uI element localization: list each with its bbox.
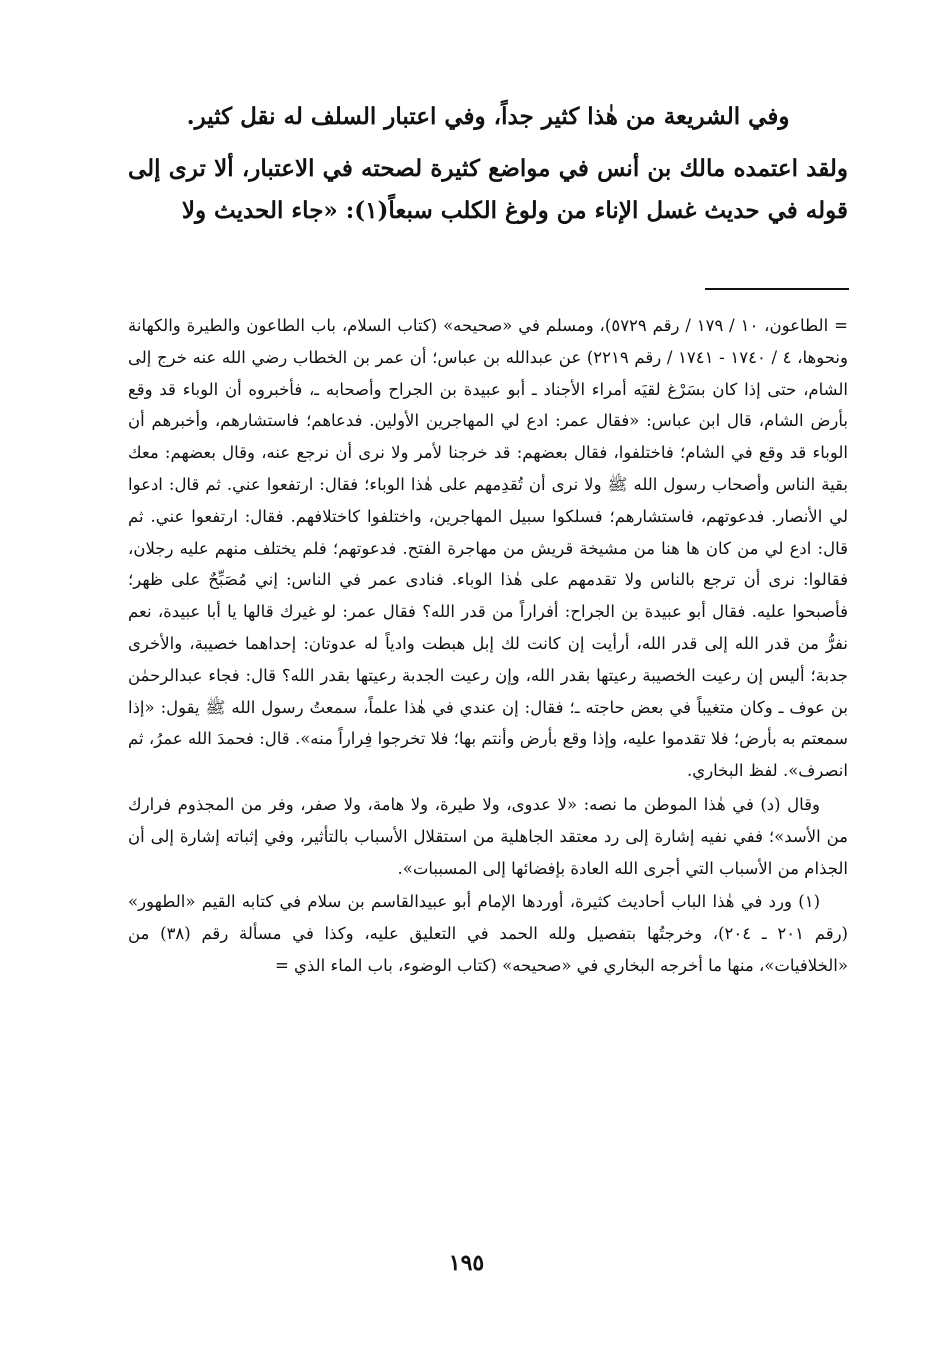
footnotes: [128, 310, 848, 982]
footnote-continuation-text: الطاعون، ١٠ / ١٧٩ / رقم ٥٧٢٩)، ومسلم في «صحيحه» (كتاب السلام، باب الطاعون والطيرة والكهانة ونحوها، ٤ / ١٧٤٠ - ١٧٤١ / رقم ٢٢١٩) عن عبدالله بن عباس؛ أن عمر بن الخطاب رضي الله عنه خرج إلى الشام، حتى إذا كان بسَرْغ لقيَه أمراء الأجناد ـ أبو عبيدة بن الجراح وأصحابه ـ، فأخبروه أن الوباء قد وقع بأرض الشام، قال ابن عباس: «فقال عمر: ادع لي المهاجرين الأولين. فدعاهم؛ فاستشارهم، وأخبرهم أن الوباء قد وقع في الشام؛ فاختلفوا، فقال بعضهم: قد خرجنا لأمر ولا نرى أن نرجع عنه، وقال بعضهم: معك بقية الناس وأصحاب رسول الله ﷺ ولا نرى أن تُقدِمهم على هٰذا الوباء؛ فقال: ارتفعوا عني. ثم قال: ادعوا لي الأنصار. فدعوتهم، فاستشارهم؛ فسلكوا سبيل المهاجرين، واختلفوا كاختلافهم. فقال: ارتفعوا عني. ثم قال: ادع لي من كان ها هنا من مشيخة قريش من مهاجرة الفتح. فدعوتهم؛ فلم يختلف منهم عليه رجلان، فقالوا: نرى أن ترجع بالناس ولا تقدمهم على هٰذا الوباء. فنادى عمر في الناس: إني مُصَبِّحٌ على ظهر؛ فأصبحوا عليه. فقال أبو عبيدة بن الجراح: أفراراً من قدر الله؟ فقال عمر: لو غيرك قالها يا أبا عبيدة، نعم نفرُّ من قدر الله إلى قدر الله، أرأيت إن كانت لك إبل هبطت وادياً له عدوتان: إحداهما خصيبة، والأخرى جدبة؛ أليس إن رعيت الخصيبة رعيتها بقدر الله، وإن رعيت الجدبة رعيتها بقدر الله؟ قال: فجاء عبدالرحمٰن بن عوف ـ وكان متغيباً في بعض حاجته ـ؛ فقال: إن عندي في هٰذا علماً، سمعتُ رسول الله ﷺ يقول: «إذا سمعتم به بأرض؛ فلا تقدموا عليه، وإذا وقع بأرض وأنتم بها؛ فلا تخرجوا فِراراً منه». قال: فحمدَ الله عمرُ، ثم انصرف». لفظ البخاري.: [128, 316, 848, 781]
footnote-continuation: [128, 310, 848, 787]
footnote-commentary: وقال (د) في هٰذا الموطن ما نصه: «لا عدوى، ولا طيرة، ولا هامة، ولا صفر، وفر من المجذوم فرارك من الأسد»؛ ففي نفيه إشارة إلى رد معتقد الجاهلية من استقلال الأسباب بالتأثير، وفي إثباته إشارة إلى أن الجذام من الأسباب التي أجرى الله العادة بإفضائها إلى المسببات».: [128, 794, 848, 878]
page-number: ١٩٥: [448, 1250, 485, 1276]
main-paragraph-1: وفي الشريعة من هٰذا كثير جداً، وفي اعتبار السلف له نقل كثير.: [186, 103, 790, 130]
main-paragraph-2: ولقد اعتمده مالك بن أنس في مواضع كثيرة لصحته في الاعتبار، ألا ترى إلى قوله في حديث غسل الإناء من ولوغ الكلب سبعاً(١): «جاء الحديث ولا: [128, 155, 848, 224]
footnote-separator: [705, 288, 849, 290]
continuation-mark: =: [834, 316, 848, 335]
main-text: [128, 96, 848, 238]
continues-mark: =: [274, 955, 289, 975]
footnote-1-text: (١) ورد في هٰذا الباب أحاديث كثيرة، أوردها الإمام أبو عبيدالقاسم بن سلام في كتابه القيم «الطهور» (رقم ٢٠١ ـ ٢٠٤)، وخرجتُها بتفصيل ولله الحمد في التعليق عليه، وكذا في مسألة رقم (٣٨) من «الخلافيات»، منها ما أخرجه البخاري في «صحيحه» (كتاب الوضوء، باب الماء الذي: [128, 892, 848, 975]
footnote-1: [128, 886, 848, 981]
